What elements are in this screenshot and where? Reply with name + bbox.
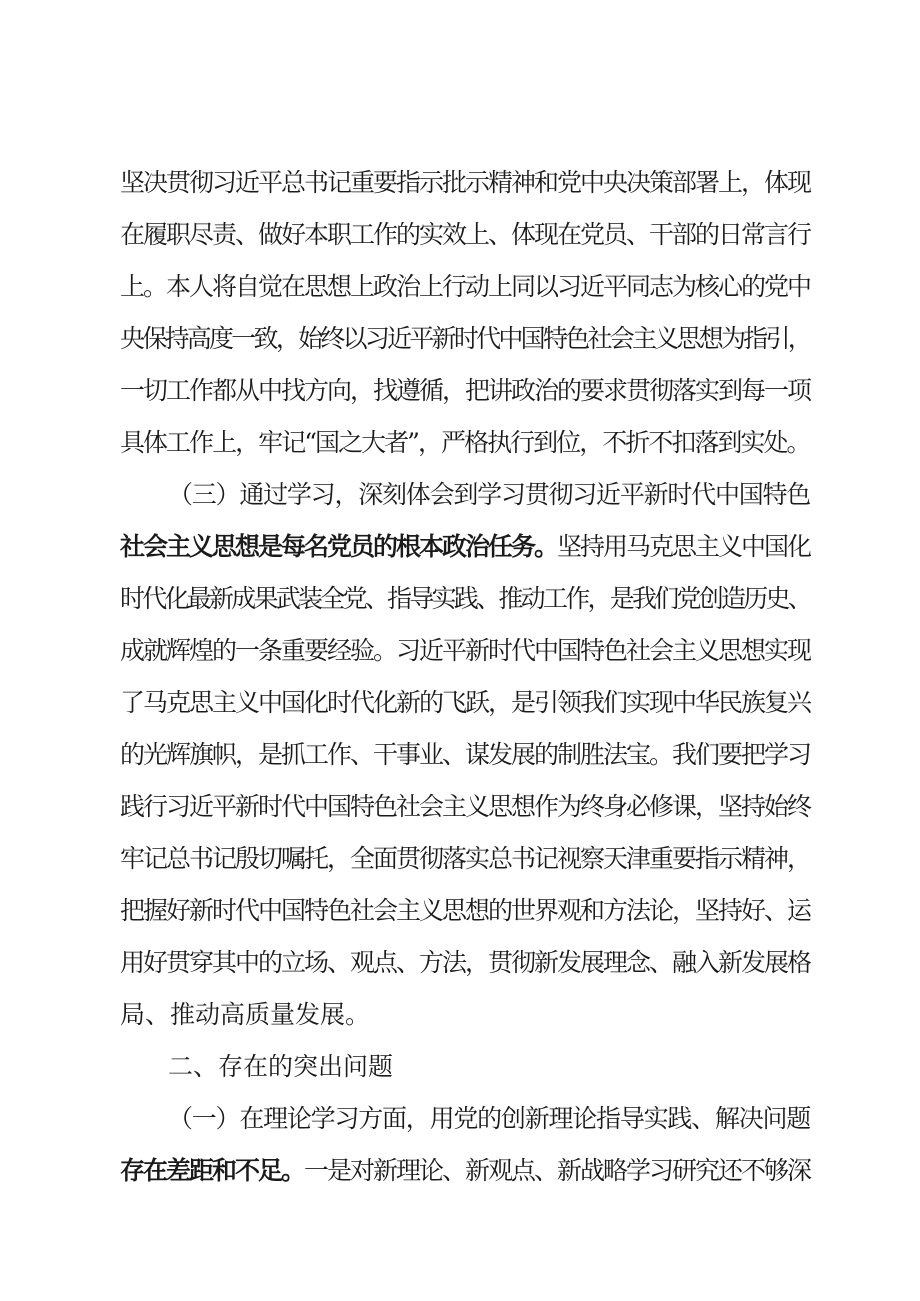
body-text-line: 坚决贯彻习近平总书记重要指示批示精神和党中央决策部署上，体现 (120, 168, 811, 197)
body-text-line: 把握好新时代中国特色社会主义思想的世界观和方法论，坚持好、运 (120, 896, 811, 925)
mixed-text-line (120, 531, 810, 563)
body-text-line: 央保持高度一致，始终以习近平新时代中国特色社会主义思想为指引， (120, 324, 811, 353)
body-text-line: 成就辉煌的一条重要经验。习近平新时代中国特色社会主义思想实现 (120, 636, 811, 665)
bold-heading-line: （一）在理论学习方面，用党的创新理论指导实践、解决问题 (168, 1104, 811, 1133)
section-heading: 二、存在的突出问题 (168, 1052, 394, 1081)
body-text-line: 牢记总书记殷切嘱托，全面贯彻落实总书记视察天津重要指示精神， (120, 844, 811, 873)
bold-heading-text: 存在差距和不足。 (120, 1156, 305, 1185)
bold-heading-text: 社会主义思想是每名党员的根本政治任务。 (120, 532, 558, 561)
body-text-line: 具体工作上，牢记“国之大者”，严格执行到位，不折不扣落到实处。 (120, 428, 810, 457)
body-text-line: 一切工作都从中找方向，找遵循，把讲政治的要求贯彻落实到每一项 (120, 376, 811, 405)
body-text-line: 上。本人将自觉在思想上政治上行动上同以习近平同志为核心的党中 (120, 272, 811, 301)
body-text-line: 在履职尽责、做好本职工作的实效上、体现在党员、干部的日常言行 (120, 220, 811, 249)
body-text-line: 时代化最新成果武装全党、指导实践、推动工作，是我们党创造历史、 (120, 584, 811, 613)
body-text: 坚持用马克思主义中国化 (557, 532, 811, 561)
bold-heading-line: （三）通过学习，深刻体会到学习贯彻习近平新时代中国特色 (168, 480, 811, 509)
body-text-line: 用好贯穿其中的立场、观点、方法，贯彻新发展理念、融入新发展格 (120, 948, 811, 977)
mixed-text-line (120, 1155, 810, 1187)
body-text-line: 了马克思主义中国化时代化新的飞跃，是引领我们实现中华民族复兴 (120, 688, 811, 717)
body-text: 一是对新理论、新观点、新战略学习研究还不够深 (304, 1156, 811, 1185)
body-text-line: 局、推动高质量发展。 (120, 1000, 371, 1029)
body-text-line: 的光辉旗帜，是抓工作、干事业、谋发展的制胜法宝。我们要把学习 (120, 740, 811, 769)
body-text-line: 践行习近平新时代中国特色社会主义思想作为终身必修课，坚持始终 (120, 792, 811, 821)
